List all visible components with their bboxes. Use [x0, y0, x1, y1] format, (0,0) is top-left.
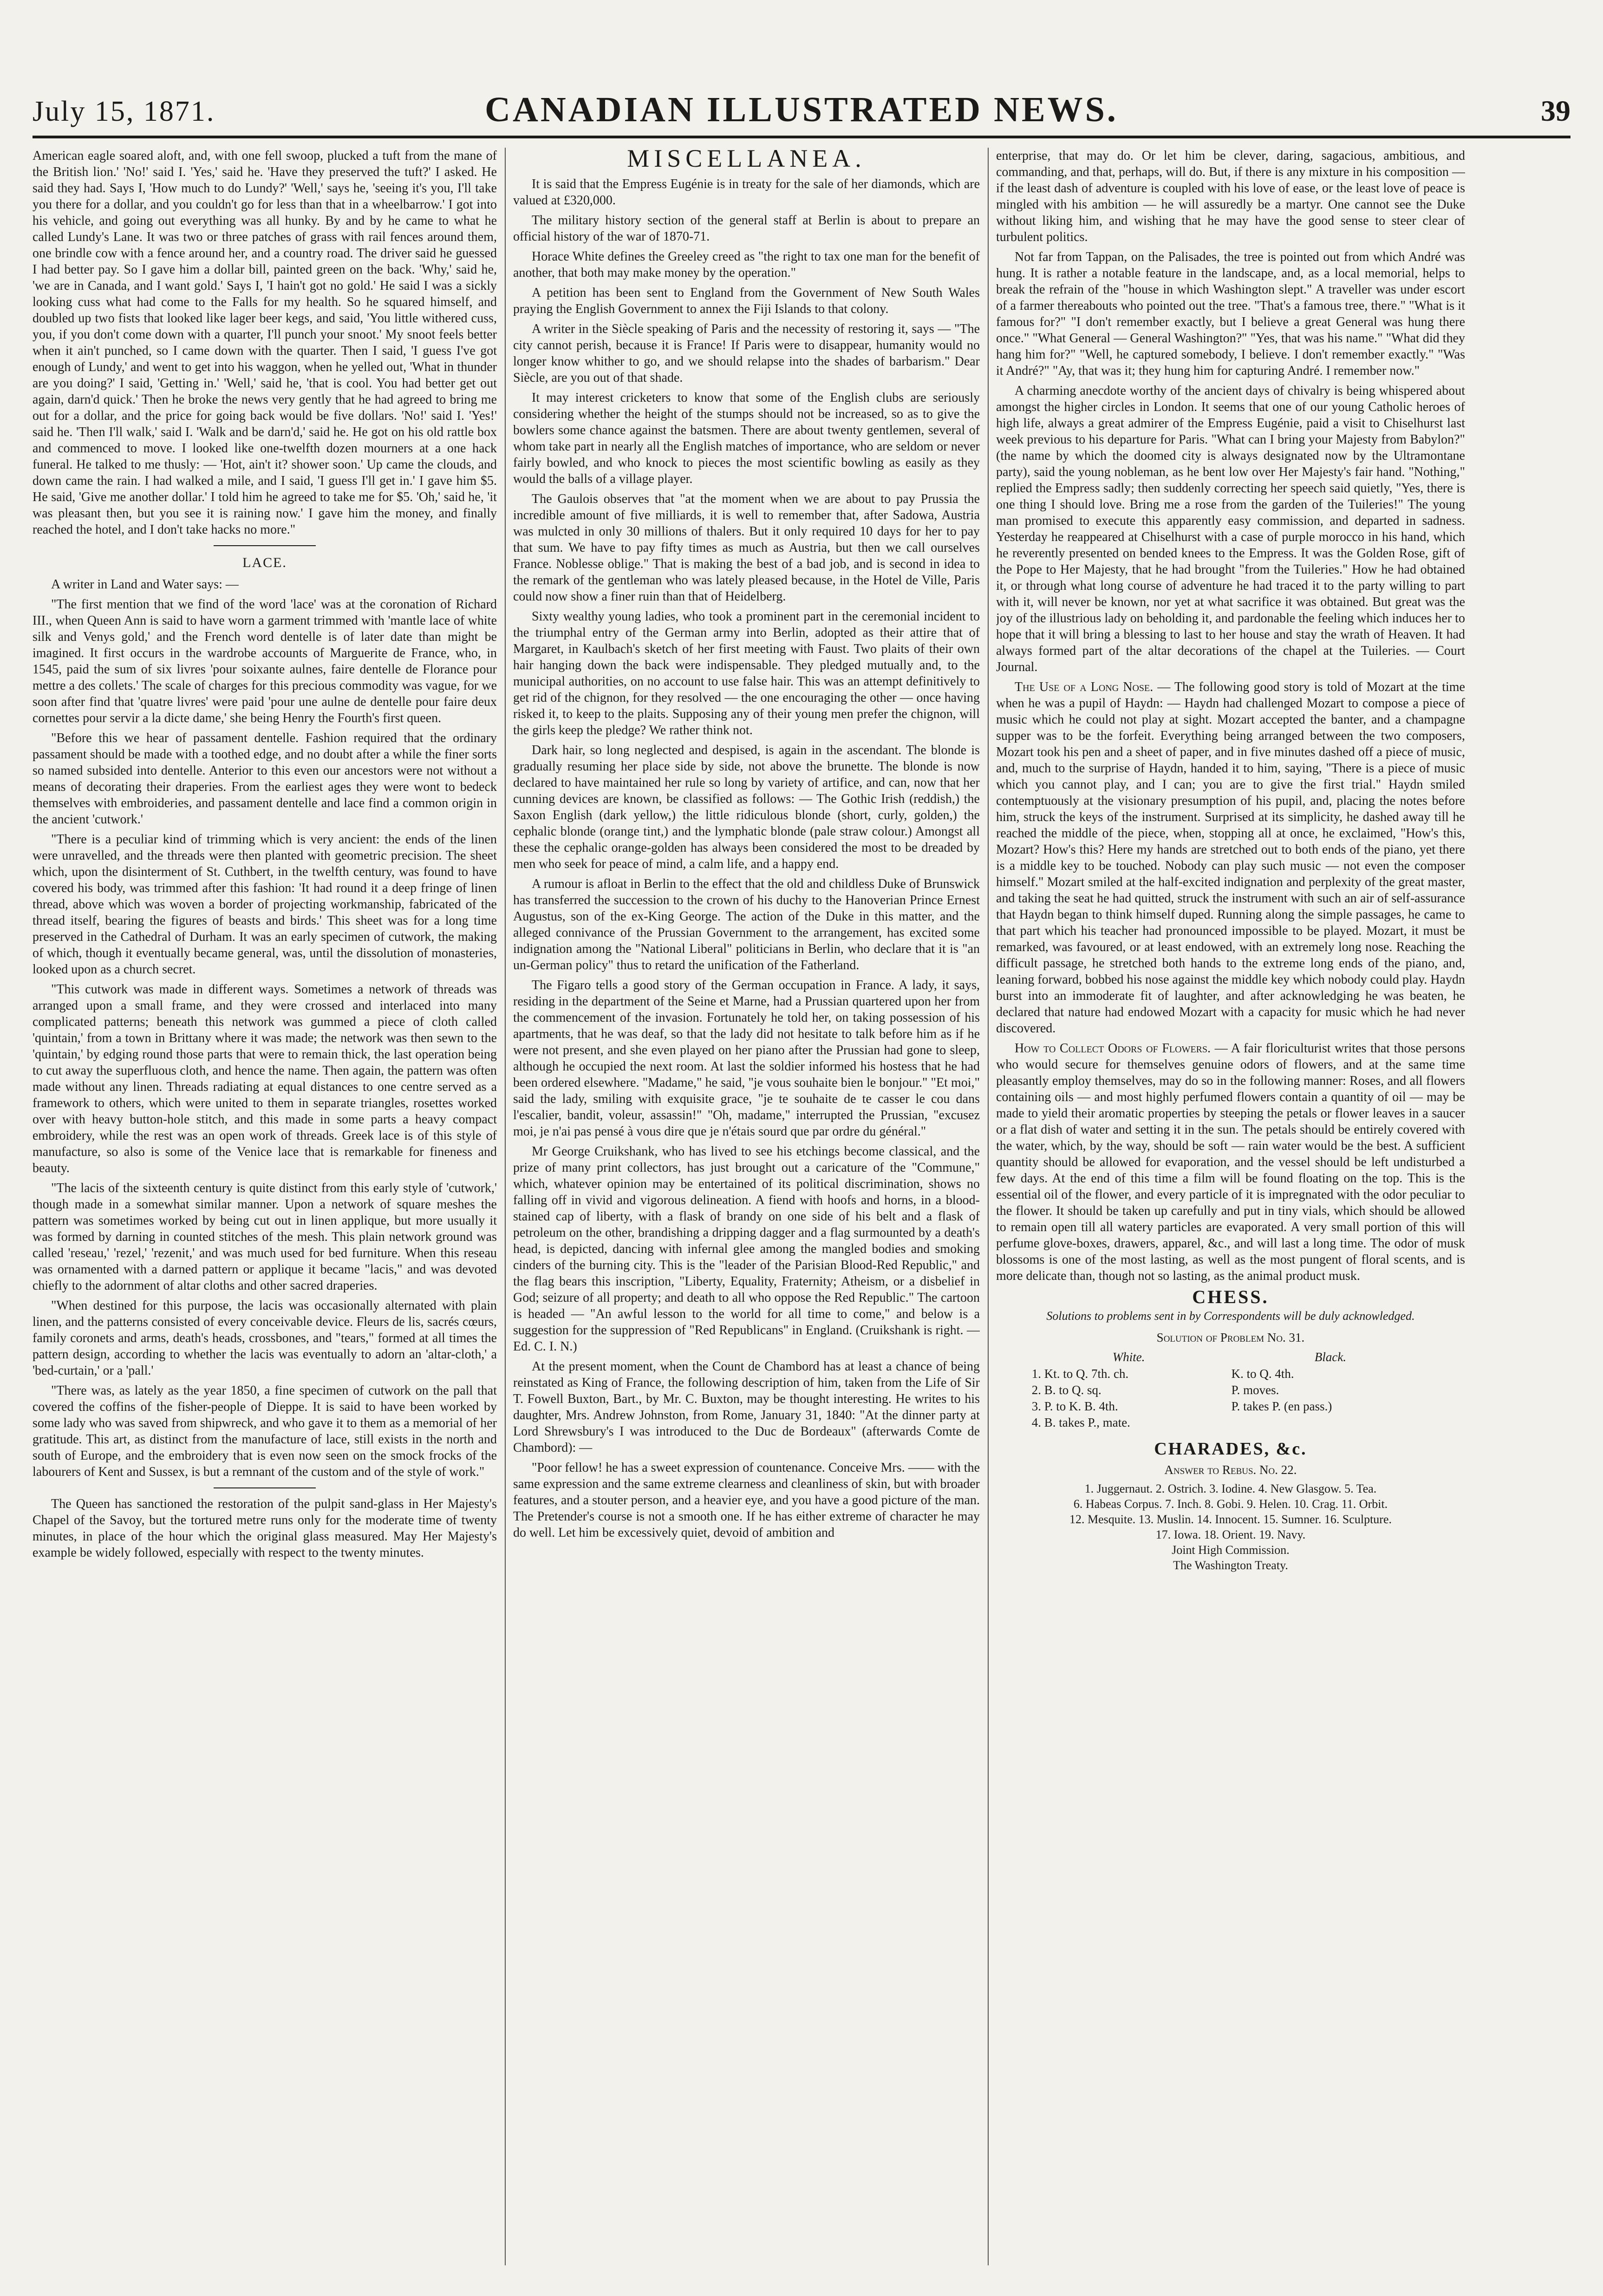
- article-paragraph: Sixty wealthy young ladies, who took a prominent part in the ceremonial incident to the triumphal entry of the German army into Berlin, adopted as their attire that of Margaret, in Kaulbach's sketch of her first meeting with Faust. Two plaits of their own hair hanging down the back were indispensable. They pledged mutually and, to the municipal authorities, on no account to use false hair. This was an attempt definitively to get rid of the chignon, for they resolved — the one encouraging the other — once having risked it, to keep to the plaits. Supposing any of their young men prefer the chignon, will the girls keep the pledge? We rather think not.: [513, 609, 980, 737]
- article-paragraph: A petition has been sent to England from the Government of New South Wales praying the English Government to annex the Fiji Islands to that colony.: [513, 286, 980, 316]
- column-1: [33, 148, 497, 2265]
- black-move: P. takes P. (en pass.): [1231, 1399, 1332, 1413]
- article-paragraph: A rumour is afloat in Berlin to the effect that the old and childless Duke of Brunswick has transferred the succession to the crown of his duchy to the Hanoverian Prince Ernest Augustus, son of the ex-King George. The action of the Duke in this matter, and the alleged connivance of the Prussian Government to the arrangement, has excited some indignation among the "National Liberal" politicians in Berlin, who declare that it is "an un-German policy" thus to retard the unification of the Fatherland.: [513, 877, 980, 972]
- article-paragraph: "Poor fellow! he has a sweet expression of countenance. Conceive Mrs. —— with the same expression and the same extreme clearness and cleanliness of skin, but with broader features, and a stouter person, and a heavier eye, and you have a good picture of the man. The Pretender's course is not a smooth one. If he has either extreme of character he may do well. Let him be excessively quiet, devoid of ambition and: [513, 1461, 980, 1540]
- white-column-header: White.: [1112, 1350, 1145, 1364]
- table-row: [1029, 1382, 1433, 1398]
- article-paragraph: Not far from Tappan, on the Palisades, the tree is pointed out from which André was hung. It is rather a notable feature in the landscape, and, as a local memorial, helps to break the refrain of the "house in which Washington slept." A traveller was under escort of a farmer thereabouts who pointed out the tree. "That's a famous tree, there." "What is it famous for?" "I don't remember exactly, but I believe a great General was hung there once." "What General — General Washington?" "Yes, that was his name." "What did they hang him for?" "Well, he captured somebody, I believe. I don't remember exactly." "Was it André?" "Ay, that was it; they hung him for capturing André. I remember now.": [996, 250, 1465, 378]
- article-paragraph: "There was, as lately as the year 1850, a fine specimen of cutwork on the pall that covered the coffins of the fisher-people of Dieppe. It is said to have been worked by some lady who was saved from shipwreck, and who gave it to them as a memorial of her gratitude. This art, as distinct from the manufacture of lace, still exists in the north and south of Europe, and the embroidery that is even now seen on the smock frocks of the labourers of Kent and Sussex, is but a remnant of the custom and of the style of work.": [33, 1383, 497, 1479]
- article-paragraph: "Before this we hear of passament dentelle. Fashion required that the ordinary passament should be made with a toothed edge, and no doubt after a while the finer sorts so named subsided into dentelle. Anterior to this even our ancestors were not without a means of decorating their draperies. From the earliest ages they were wont to bedeck themselves with embroideries, and passament dentelle and lace find a common origin in the ancient 'cutwork.': [33, 731, 497, 827]
- chess-heading: CHESS.: [1192, 1286, 1269, 1307]
- answer-line: 6. Habeas Corpus. 7. Inch. 8. Gobi. 9. Helen. 10. Crag. 11. Orbit.: [1073, 1497, 1388, 1511]
- article-paragraph: It is said that the Empress Eugénie is in treaty for the sale of her diamonds, which are valued at £320,000.: [513, 177, 980, 208]
- charades-heading: CHARADES, &c.: [1154, 1439, 1307, 1459]
- black-column-header: Black.: [1314, 1350, 1347, 1364]
- white-move: 2. B. to Q. sq.: [1031, 1383, 1101, 1397]
- column-2: [513, 148, 980, 2265]
- article-paragraph: It may interest cricketers to know that some of the English clubs are seriously considering whether the height of the stumps should not be increased, so as to give the bowlers some chance against the batsmen. There are about twenty gentlemen, several of whom take part in nearly all the English matches of importance, who are seldom or never fairly bowled, and who knock to pieces the most scientific bowling as easily as they would the balls of a village player.: [513, 391, 980, 486]
- article-paragraph: Mr George Cruikshank, who has lived to see his etchings become classical, and the prize of many print collectors, has just brought out a caricature of the "Commune," which, whatever opinion may be entertained of its political discrimination, shows no falling off in vivid and vigorous delineation. A fiend with hoofs and horns, in a blood-stained cap of liberty, with a flask of brandy on one side of his belt and a flask of petroleum on the other, brandishing a dripping dagger and a flag surmounted by a death's head, is depicted, dancing with infernal glee among the mangled bodies and smoking cinders of the burning city. This is the "leader of the Parisian Blood-Red Republic," and the flag bears this inscription, "Liberty, Equality, Fraternity; Atheism, or a disbelief in God; seizure of all property; and death to all who oppose the Red Republic." The cartoon is headed — "An awful lesson to the world for all time to come," and below is a suggestion for the suppression of "Red Republicans" in England. (Cruikshank is right. — Ed. C. I. N.): [513, 1144, 980, 1354]
- lace-heading: LACE.: [242, 555, 287, 570]
- chess-solution-heading: Solution of Problem No. 31.: [1156, 1331, 1305, 1344]
- article-paragraph: enterprise, that may do. Or let him be clever, daring, sagacious, ambitious, and commanding, and that, perhaps, will do. But, if there is any mixture in his composition — if the least dash of adventure is coupled with his love of ease, or the least love of peace is mingled with his ambition — he will assuredly be a martyr. One cannot see the Duke without liking him, and wishing that he may have the good sense to steer clear of turbulent politics.: [996, 149, 1465, 244]
- miscellanea-heading: MISCELLANEA.: [627, 148, 866, 172]
- article-paragraph: Dark hair, so long neglected and despised, is again in the ascendant. The blonde is gradually resuming her place side by side, not above the brunette. The blonde is now declared to have maintained her rule so long by variety of artifice, and can, now that her cunning devices are known, be classified as follows: — The Gothic Irish (reddish,) the Saxon English (dark yellow,) the little ridiculous blonde (short, curly, golden,) the cephalic blonde (orange tint,) and the lymphatic blonde (pale straw colour.) Amongst all these the cephalic orange-golden has always been considered the most to be dreaded by men who seek for peace of mind, a calm life, and a happy end.: [513, 743, 980, 871]
- article-paragraph: "There is a peculiar kind of trimming which is very ancient: the ends of the linen were unravelled, and the threads were then planted with geometric precision. The sheet which, upon the disinterment of St. Cuthbert, in the twelfth century, was found to have covered his body, was trimmed after this fashion: 'It had round it a deep fringe of linen thread, above which was woven a border of projecting workmanship, fabricated of the thread itself, bearing the figures of beasts and birds.' This sheet was for a long time preserved in the Cathedral of Durham. It was an early specimen of cutwork, the making of which, though it eventually became general, was, until the dissolution of monasteries, looked upon as a church secret.: [33, 832, 497, 977]
- column-divider: [505, 148, 506, 2265]
- article-paragraph: The Figaro tells a good story of the German occupation in France. A lady, it says, residing in the department of the Seine et Marne, had a Prussian quartered upon her from the commencement of the invasion. Fortunately he told her, on taking possession of his apartments, that he was deaf, so that the lady did not hesitate to talk before him as if he were not present, and she even played on her piano after the Prussian had gone to sleep, although he occupied the next room. At last the soldier informed his hostess that he had been ordered elsewhere. "Madame," he said, "je vous souhaite bien le bonjour." "Et moi," said the lady, smiling with exquisite grace, "je te souhaite de te casser le cou dans l'escalier, bandit, voleur, assassin!" "Oh, madame," interrupted the Prussian, "excusez moi, je n'ai pas pensé à vous dire que je n'étais sourd que par ordre du général.": [513, 978, 980, 1139]
- article-paragraph: The military history section of the general staff at Berlin is about to prepare an official history of the war of 1870-71.: [513, 213, 980, 244]
- black-move: [1229, 1415, 1433, 1431]
- answer-line: The Washington Treaty.: [1173, 1559, 1288, 1572]
- paragraph-body: — The following good story is told of Mozart at the time when he was a pupil of Haydn: — Haydn had challenged Mozart to compose a piece of music which he could not play at sight. Mozart accepted the banter, and a champagne supper was to be the forfeit. Everything being arranged between the two composers, Mozart took his pen and a sheet of paper, and in five minutes dashed off a piece of music, and, much to the surprise of Haydn, handed it to him, saying, "There is a piece of music which you cannot play, and I can; you are to give the first trial." Haydn smiled contemptuously at the visionary presumption of his pupil, and, placing the notes before him, struck the keys of the instrument. Surprised at its simplicity, he dashed away till he reached the middle of the piece, when, stopping all at once, he exclaimed, "How's this, Mozart? How's this? Here my hands are stretched out to both ends of the piano, yet there is a middle key to be touched. Nobody can play such music — not even the composer himself." Mozart smiled at the half-excited indignation and perplexity of the great master, and taking the seat he had quitted, struck the instrument with such an air of self-assurance that Haydn began to think himself duped. Running along the simple passages, he came to that part which his teacher had pronounced impossible to be played. Mozart, it must be remarked, was favoured, or at least endowed, with an extremely long nose. Reaching the difficult passage, he stretched both hands to the extreme long ends of the piano, and, leaning forward, bobbed his nose against the middle key which nobody could play. Haydn burst into an immoderate fit of laughter, and after acknowledging he was beaten, he declared that nature had endowed Mozart with a capacity for music which he had never discovered.: [996, 680, 1465, 1036]
- rebus-answers: [996, 1481, 1465, 1573]
- article-paragraph: The Gaulois observes that "at the moment when we are about to pay Prussia the incredible amount of five milliards, it is well to remember that, after Sadowa, Austria was mulcted in only 30 millions of thalers. But it only required 10 days for her to pay that sum. We have to pay fifty times as much as Austria, but then we call ourselves France. Noblesse oblige." That is making the best of a bad job, and is second in idea to the remark of the gentleman who was lately pleased because, in the Hotel de Ville, Paris could now show a finer ruin than that of Heidelberg.: [513, 492, 980, 604]
- black-move: P. moves.: [1231, 1383, 1279, 1397]
- paragraph-lead-in: The Use of a Long Nose.: [1015, 680, 1153, 694]
- answer-line: 17. Iowa. 18. Orient. 19. Navy.: [1155, 1528, 1306, 1541]
- table-row: [1029, 1415, 1433, 1431]
- black-move: K. to Q. 4th.: [1231, 1367, 1294, 1381]
- article-paragraph: A writer in Land and Water says: —: [51, 577, 239, 592]
- column-divider: [988, 148, 989, 2265]
- issue-date: July 15, 1871.: [33, 96, 215, 127]
- section-rule: [214, 1487, 316, 1488]
- article-paragraph: [996, 1040, 1465, 1284]
- column-3: [996, 148, 1465, 2265]
- chess-note: Solutions to problems sent in by Correspondents will be duly acknowledged.: [1046, 1309, 1415, 1323]
- table-row: [1029, 1366, 1433, 1382]
- article-paragraph: "The lacis of the sixteenth century is quite distinct from this early style of 'cutwork,' though made in a somewhat similar manner. Upon a network of square meshes the pattern was sometimes worked by being cut out in linen applique, but more usually it was formed by darning in counted stitches of the mesh. This plain network ground was called 'reseau,' 'rezel,' 'rezenit,' and was much used for bed furniture. When this reseau was ornamented with a darned pattern or applique it became "lacis," and was devoted chiefly to the adornment of altar cloths and other sacred draperies.: [33, 1181, 497, 1293]
- chess-moves-table: [1029, 1349, 1433, 1431]
- article-paragraph: The Queen has sanctioned the restoration of the pulpit sand-glass in Her Majesty's Chapel of the Savoy, but the tortured metre runs only for the moderate time of twenty minutes, in place of the hour which the original glass measured. May Her Majesty's example be widely followed, especially with respect to the twenty minutes.: [33, 1497, 497, 1560]
- article-paragraph: "When destined for this purpose, the lacis was occasionally alternated with plain linen, and the patterns consisted of every conceivable device. Fleurs de lis, sacrés cœurs, family coronets and arms, death's heads, crossbones, and "tears," formed at all times the pattern design, according to whether the lacis was eventually to adorn an 'altar-cloth,' a 'bed-curtain,' or a 'pall.': [33, 1298, 497, 1378]
- article-paragraph: "This cutwork was made in different ways. Sometimes a network of threads was arranged upon a small frame, and they were crossed and interlaced into many complicated patterns; beneath this network was gummed a piece of cloth called 'quintain,' from a town in Brittany where it was made; the network was then sewn to the 'quintain,' by edging round those parts that were to remain thick, the last operation being to cut away the superfluous cloth, and hence the name. Then again, the pattern was often made without any linen. Threads radiating at equal distances to one centre served as a framework to others, which were united to them in separate triangles, rosettes worked over with heavy button-hole stitch, and this made in some parts a heavy compact embroidery, while the rest was an open work of threads. Greek lace is of this style of manufacture, so also is some of the Venice lace that is remarkable for fineness and beauty.: [33, 982, 497, 1175]
- article-paragraph: A charming anecdote worthy of the ancient days of chivalry is being whispered about amongst the higher circles in London. It seems that one of our young Catholic heroes of high life, always a great admirer of the Empress Eugénie, paid a visit to Chiselhurst last week previous to his departure for Paris. "What can I bring your Majesty from Babylon?" (the name by which the doomed city is always designated now by the Ultramontane party), said the young nobleman, as he bent low over Her Majesty's fair hand. "Nothing," replied the Empress sadly; then suddenly correcting her speech said quietly, "Yes, there is one thing I should love. Bring me a rose from the garden of the Tuileries!" The young man promised to execute this apparently easy commission, and departed in sadness. Yesterday he reappeared at Chiselhurst with a case of purple morocco in his hand, which he reverently presented on bended knees to the Empress. It was the Golden Rose, gift of the Pope to Her Majesty, that he had brought "from the Tuileries." How he had obtained it, or through what long course of adventure he had traced it to the party willing to part with it, will never be known, nor yet at what sacrifice it was obtained. But great was the joy of the illustrious lady on beholding it, and pardonable the feeling which induces her to hope that it will bring a blessing to last to her house and stay the wrath of Heaven. It had always formed part of the altar decorations of the chapel at the Tuileries. — Court Journal.: [996, 384, 1465, 674]
- article-paragraph: At the present moment, when the Count de Chambord has at least a chance of being reinstated as King of France, the following description of him, taken from the Life of Sir T. Fowell Buxton, Bart., by Mr. C. Buxton, may be thought interesting. He writes to his daughter, Mrs. Andrew Johnston, from Rome, January 31, 1840: "At the dinner party at Lord Shrewsbury's I was introduced to the Duc de Bordeaux" (afterwards Comte de Chambord): —: [513, 1359, 980, 1455]
- paragraph-lead-in: How to Collect Odors of Flowers.: [1015, 1041, 1211, 1056]
- answer-line: 12. Mesquite. 13. Muslin. 14. Innocent. 15. Sumner. 16. Sculpture.: [1069, 1513, 1392, 1526]
- white-move: 3. P. to K. B. 4th.: [1031, 1399, 1118, 1413]
- answer-line: 1. Juggernaut. 2. Ostrich. 3. Iodine. 4. New Glasgow. 5. Tea.: [1084, 1482, 1377, 1495]
- paragraph-body: — A fair floriculturist writes that those persons who would secure for themselves genuine odors of flowers, and at the same time pleasantly employ themselves, may do so in the following manner: Roses, and all flowers containing oils — and most highly perfumed flowers contain a quantity of oil — may be made to yield their aromatic properties by steeping the petals or flower leaves in a saucer or a flat dish of water and setting it in the sun. The petals should be entirely covered with the water, which, by the way, should be soft — rain water would be the best. A sufficient quantity should be allowed for evaporation, and the vessel should be left undisturbed a few days. At the end of this time a film will be found floating on the top. This is the essential oil of the flower, and every particle of it is impregnated with the odor peculiar to the flower. It should be taken up carefully and put in tiny vials, which should be allowed to remain open till all watery particles are evaporated. A very small portion of this will perfume glove-boxes, drawers, apparel, &c., and will last a long time. The odor of musk blossoms is one of the most lasting, as well as the most pungent of floral scents, and is more delicate than, though not so lasting, as the animal product musk.: [996, 1041, 1465, 1283]
- article-paragraph: [996, 679, 1465, 1037]
- section-rule: [214, 545, 316, 546]
- rebus-answer-heading: Answer to Rebus. No. 22.: [1164, 1463, 1297, 1477]
- white-move: 1. Kt. to Q. 7th. ch.: [1031, 1367, 1129, 1381]
- white-move: 4. B. takes P., mate.: [1031, 1415, 1130, 1429]
- masthead: [33, 84, 1570, 135]
- newspaper-title: CANADIAN ILLUSTRATED NEWS.: [485, 90, 1118, 129]
- article-paragraph: "The first mention that we find of the word 'lace' was at the coronation of Richard III., when Queen Ann is said to have worn a garment trimmed with 'mantle lace of white silk and Venys gold,' and the French word dentelle is of later date than might be imagined. It first occurs in the wardrobe accounts of Marguerite de France, who, in 1545, paid the sum of six livres 'pour soixante aulnes, faire dentelle de Florance pour mettre a des collets.' The scale of charges for this precious commodity was vague, for we soon after find that 'quatre livres' were paid 'pour une aulne de dentelle pour faire deux cornettes pour servir a la dicte dame,' she being Henry the Fourth's first queen.: [33, 597, 497, 725]
- masthead-rule: [33, 136, 1570, 138]
- answer-line: Joint High Commission.: [1172, 1543, 1290, 1557]
- table-row: [1029, 1398, 1433, 1415]
- article-paragraph: A writer in the Siècle speaking of Paris and the necessity of restoring it, says — "The city cannot perish, because it is France! If Paris were to disappear, humanity would no longer know whither to go, and we should relapse into the shades of barbarism." Dear Siècle, are you out of that shade.: [513, 322, 980, 385]
- page-number: 39: [1541, 94, 1570, 127]
- article-paragraph: American eagle soared aloft, and, with one fell swoop, plucked a tuft from the mane of the British lion.' 'No!' said I. 'Yes,' said he. 'Have they preserved the tuft?' I asked. He said they had. Says I, 'How much to do Lundy?' 'Well,' says he, 'seeing it's you, I'll take you there for a dollar, and you couldn't go for less than that in a wheelbarrow.' I got into his vehicle, and going out everything was all hunky. By and by he came to what he called Lundy's Lane. It was two or three patches of grass with rail fences around them, one brindle cow with a fence around her, and a country road. The driver said he guessed I had better pay. So I gave him a dollar bill, painted green on the back. 'Why,' said he, 'we are in Canada, and I want gold.' Says I, 'I hain't got no gold.' He said I was a sickly looking cuss what had come to the Falls for my health. So he squared himself, and doubled up two fists that looked like lager beer kegs, and said, 'You little withered cuss, you, if you don't come down with a quarter, I'll punch your snoot.' My snoot feels better when it ain't punched, so I came down with the quarter. Then I said, 'I guess I've got enough of Lundy,' and went to get into his waggon, when he yelled out, 'What in thunder are you doing?' I said, 'Getting in.' 'Well,' said he, 'that is cool. You had better get out again, darn'd quick.' Then he broke the news very gently that he had agreed to bring me out for a dollar, and the price for going back would be five dollars. 'No!' said I. 'Yes!' said he. 'Then I'll walk,' said I. 'Walk and be darn'd,' said he. He got on his old rattle box and commenced to move. I looked like one-twelfth dozen mourners at a one hack funeral. He talked to me thusly: — 'Hot, ain't it? shower soon.' Up came the clouds, and down came the rain. I had walked a mile, and I said, 'I guess I'll get in.' I gave him $5. He said, 'Give me another dollar.' I told him he agreed to take me for $5. 'Oh,' said he, 'it was pleasant then, but you see it is raining now.' I gave him the money, and finally reached the hotel, and I don't take hacks no more.": [33, 149, 497, 537]
- article-paragraph: Horace White defines the Greeley creed as "the right to tax one man for the benefit of another, that both may make money by the operation.": [513, 249, 980, 280]
